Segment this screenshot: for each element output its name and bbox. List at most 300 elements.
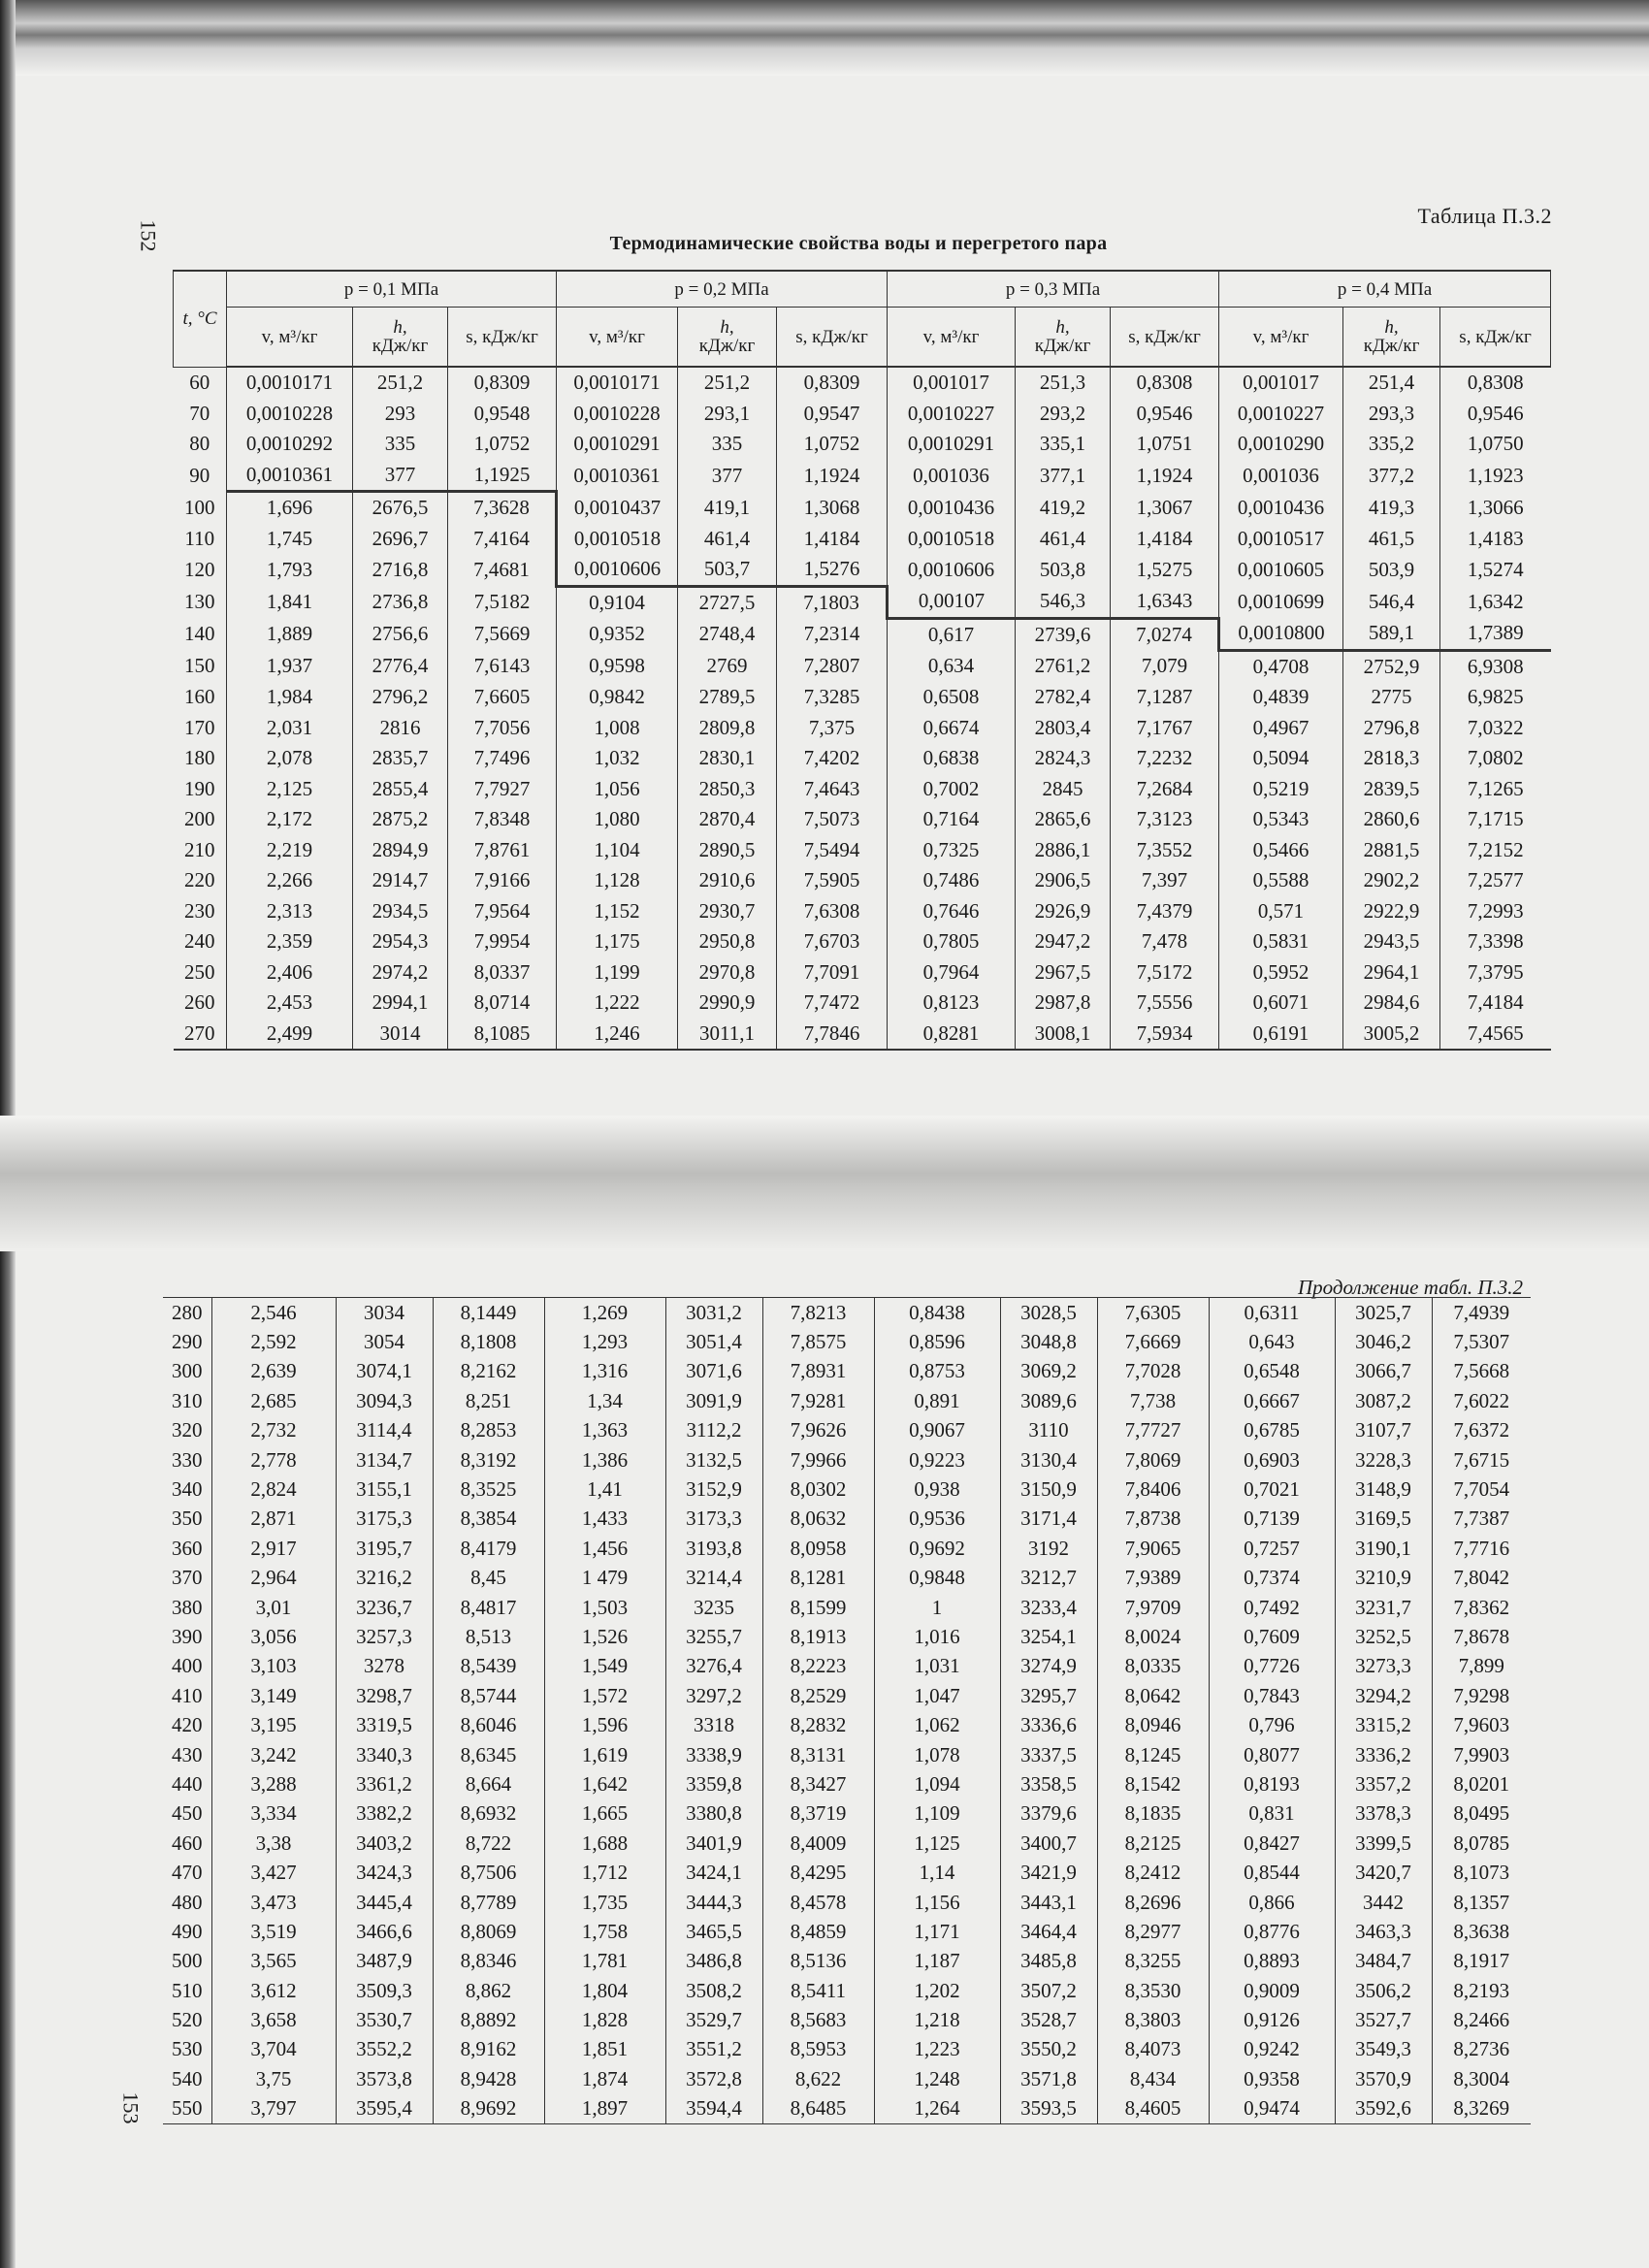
value-cell: 2926,9: [1016, 896, 1111, 927]
h-symbol: h,: [1384, 317, 1399, 338]
value-cell: 7,9966: [762, 1445, 874, 1474]
value-cell: 0,0010518: [888, 524, 1016, 555]
value-cell: 3054: [336, 1327, 433, 1356]
value-cell: 1,187: [874, 1947, 1000, 1976]
table-row: [163, 1474, 1531, 1504]
value-cell: 0,0010436: [888, 492, 1016, 524]
v-column-header: v, м³/кг: [1219, 308, 1343, 368]
temperature-cell: 60: [174, 367, 227, 399]
value-cell: 0,7002: [888, 774, 1016, 805]
value-cell: 7,1287: [1111, 682, 1219, 713]
temperature-cell: 310: [172, 1388, 203, 1412]
value-cell: 2739,6: [1016, 618, 1111, 650]
value-cell: 7,5556: [1111, 988, 1219, 1019]
value-cell: 3420,7: [1335, 1858, 1432, 1887]
value-cell: 2890,5: [678, 835, 777, 866]
value-cell: 3403,2: [336, 1829, 433, 1858]
value-cell: 8,3269: [1432, 2094, 1531, 2124]
value-cell: 1,128: [557, 865, 678, 896]
value-cell: 0,7646: [888, 896, 1016, 927]
value-cell: 7,2807: [777, 650, 888, 682]
value-cell: 8,0495: [1432, 1799, 1531, 1829]
value-cell: 0,6674: [888, 713, 1016, 744]
value-cell: 0,6191: [1219, 1019, 1343, 1051]
temperature-cell: 510: [172, 1978, 203, 2002]
value-cell: 0,0010227: [1219, 399, 1343, 430]
value-cell: 0,9358: [1209, 2064, 1335, 2093]
value-cell: 7,1265: [1440, 774, 1551, 805]
value-cell: 7,8738: [1097, 1505, 1209, 1534]
value-cell: 8,0024: [1097, 1622, 1209, 1651]
value-cell: 7,5073: [777, 804, 888, 835]
value-cell: 419,3: [1343, 492, 1440, 524]
value-cell: 3190,1: [1335, 1534, 1432, 1563]
value-cell: 0,0010361: [557, 460, 678, 492]
value-cell: 335: [353, 429, 448, 460]
v-column-header: v, м³/кг: [888, 308, 1016, 368]
value-cell: 0,8776: [1209, 1917, 1335, 1946]
value-cell: 0,0010605: [1219, 554, 1343, 586]
value-cell: 7,8348: [448, 804, 557, 835]
table-row: [174, 586, 1551, 618]
value-cell: 8,0785: [1432, 1829, 1531, 1858]
value-cell: 8,2223: [762, 1652, 874, 1681]
table-row: [163, 1976, 1531, 2005]
value-cell: 2,031: [227, 713, 353, 744]
value-cell: 3421,9: [1000, 1858, 1097, 1887]
temperature-cell: 400: [172, 1654, 203, 1678]
value-cell: 1,5274: [1440, 554, 1551, 586]
value-cell: 0,0010518: [557, 524, 678, 555]
value-cell: 1,841: [227, 586, 353, 618]
value-cell: 7,1767: [1111, 713, 1219, 744]
temperature-cell: 320: [172, 1418, 203, 1442]
value-cell: 3,473: [211, 1888, 336, 1917]
value-cell: 1,937: [227, 650, 353, 682]
value-cell: 2,219: [227, 835, 353, 866]
temperature-cell: 280: [172, 1300, 203, 1324]
value-cell: 8,3192: [433, 1445, 544, 1474]
value-cell: 2,824: [211, 1474, 336, 1504]
value-cell: 0,891: [874, 1386, 1000, 1415]
h-unit: кДж/кг: [698, 336, 756, 356]
value-cell: 8,4605: [1097, 2094, 1209, 2124]
table-row: [174, 865, 1551, 896]
value-cell: 0,8123: [888, 988, 1016, 1019]
value-cell: 7,5172: [1111, 957, 1219, 988]
value-cell: 3169,5: [1335, 1505, 1432, 1534]
value-cell: 3336,6: [1000, 1710, 1097, 1739]
value-cell: 2990,9: [678, 988, 777, 1019]
value-cell: 2676,5: [353, 492, 448, 524]
value-cell: 0,6071: [1219, 988, 1343, 1019]
value-cell: 3031,2: [665, 1298, 762, 1328]
value-cell: 8,4817: [433, 1593, 544, 1622]
value-cell: 7,8931: [762, 1357, 874, 1386]
value-cell: 1,0752: [448, 429, 557, 460]
value-cell: 2987,8: [1016, 988, 1111, 1019]
value-cell: 0,9067: [874, 1416, 1000, 1445]
value-cell: 2,078: [227, 743, 353, 774]
table-row: [163, 1593, 1531, 1622]
value-cell: 7,7716: [1432, 1534, 1531, 1563]
temperature-cell: 420: [172, 1713, 203, 1737]
value-cell: 1,874: [544, 2064, 665, 2093]
value-cell: 3529,7: [665, 2005, 762, 2034]
value-cell: 1,008: [557, 713, 678, 744]
value-cell: 3069,2: [1000, 1357, 1097, 1386]
value-cell: 3074,1: [336, 1357, 433, 1386]
value-cell: 0,9546: [1440, 399, 1551, 430]
table-row: [163, 1858, 1531, 1887]
value-cell: 2,685: [211, 1386, 336, 1415]
value-cell: 1,199: [557, 957, 678, 988]
value-cell: 3485,8: [1000, 1947, 1097, 1976]
temperature-cell: 130: [174, 586, 227, 618]
value-cell: 3,38: [211, 1829, 336, 1858]
value-cell: 2,964: [211, 1564, 336, 1593]
table-row: [174, 957, 1551, 988]
value-cell: 3,103: [211, 1652, 336, 1681]
value-cell: 3,01: [211, 1593, 336, 1622]
value-cell: 3399,5: [1335, 1829, 1432, 1858]
value-cell: 8,6345: [433, 1740, 544, 1769]
value-cell: 7,9626: [762, 1416, 874, 1445]
table-row: [174, 713, 1551, 744]
value-cell: 7,3398: [1440, 926, 1551, 957]
value-cell: 7,4939: [1432, 1298, 1531, 1328]
value-cell: 8,8346: [433, 1947, 544, 1976]
value-cell: 8,1542: [1097, 1769, 1209, 1798]
value-cell: 7,738: [1097, 1386, 1209, 1415]
value-cell: 3528,7: [1000, 2005, 1097, 2034]
value-cell: 3193,8: [665, 1534, 762, 1563]
value-cell: 3114,4: [336, 1416, 433, 1445]
value-cell: 503,9: [1343, 554, 1440, 586]
value-cell: 2994,1: [353, 988, 448, 1019]
value-cell: 3294,2: [1335, 1681, 1432, 1710]
value-cell: 1,526: [544, 1622, 665, 1651]
temperature-cell: 490: [172, 1919, 203, 1943]
value-cell: 8,1449: [433, 1298, 544, 1328]
temperature-cell: 190: [174, 774, 227, 805]
value-cell: 2881,5: [1343, 835, 1440, 866]
value-cell: 251,4: [1343, 367, 1440, 399]
value-cell: 0,9848: [874, 1564, 1000, 1593]
value-cell: 2910,6: [678, 865, 777, 896]
table-row: [174, 988, 1551, 1019]
temperature-cell: 120: [174, 554, 227, 586]
table-row: [163, 1622, 1531, 1651]
value-cell: 0,001017: [1219, 367, 1343, 399]
value-cell: 2736,8: [353, 586, 448, 618]
value-cell: 1,619: [544, 1740, 665, 1769]
value-cell: 2839,5: [1343, 774, 1440, 805]
table-row: [163, 1564, 1531, 1593]
value-cell: 0,001017: [888, 367, 1016, 399]
value-cell: 0,617: [888, 618, 1016, 650]
value-cell: 2970,8: [678, 957, 777, 988]
value-cell: 7,7927: [448, 774, 557, 805]
value-cell: 3235: [665, 1593, 762, 1622]
value-cell: 7,9298: [1432, 1681, 1531, 1710]
value-cell: 7,4379: [1111, 896, 1219, 927]
table-title: Термодинамические свойства воды и перегретого пара: [609, 233, 1108, 254]
value-cell: 3486,8: [665, 1947, 762, 1976]
value-cell: 3445,4: [336, 1888, 433, 1917]
value-cell: 3550,2: [1000, 2035, 1097, 2064]
value-cell: 1,3066: [1440, 492, 1551, 524]
value-cell: 0,4708: [1219, 650, 1343, 682]
value-cell: 8,4295: [762, 1858, 874, 1887]
value-cell: 7,6305: [1097, 1298, 1209, 1328]
value-cell: 7,9603: [1432, 1710, 1531, 1739]
value-cell: 2,406: [227, 957, 353, 988]
s-column-header: s, кДж/кг: [1111, 308, 1219, 368]
value-cell: 2,125: [227, 774, 353, 805]
value-cell: 3233,4: [1000, 1593, 1097, 1622]
h-symbol: h,: [1055, 317, 1070, 338]
value-cell: 293,2: [1016, 399, 1111, 430]
s-column-header: s, кДж/кг: [448, 308, 557, 368]
value-cell: 8,2466: [1432, 2005, 1531, 2034]
value-cell: 1,851: [544, 2035, 665, 2064]
value-cell: 3155,1: [336, 1474, 433, 1504]
value-cell: 8,5411: [762, 1976, 874, 2005]
value-cell: 3571,8: [1000, 2064, 1097, 2093]
value-cell: 8,0632: [762, 1505, 874, 1534]
value-cell: 7,6703: [777, 926, 888, 957]
value-cell: 3443,1: [1000, 1888, 1097, 1917]
value-cell: 1,4184: [777, 524, 888, 555]
value-cell: 7,5494: [777, 835, 888, 866]
value-cell: 461,4: [678, 524, 777, 555]
value-cell: 8,0302: [762, 1474, 874, 1504]
value-cell: 377: [353, 460, 448, 492]
temperature-cell: 360: [172, 1536, 203, 1560]
value-cell: 7,8678: [1432, 1622, 1531, 1651]
value-cell: 2,453: [227, 988, 353, 1019]
value-cell: 377: [678, 460, 777, 492]
value-cell: 2,639: [211, 1357, 336, 1386]
value-cell: 0,5094: [1219, 743, 1343, 774]
value-cell: 2947,2: [1016, 926, 1111, 957]
value-cell: 7,8069: [1097, 1445, 1209, 1474]
temperature-cell: 410: [172, 1683, 203, 1707]
value-cell: 3212,7: [1000, 1564, 1097, 1593]
value-cell: 3,288: [211, 1769, 336, 1798]
properties-table-continued: [163, 1297, 1531, 2124]
temperature-cell: 390: [172, 1624, 203, 1648]
value-cell: 3005,2: [1343, 1019, 1440, 1051]
value-cell: 3171,4: [1000, 1505, 1097, 1534]
value-cell: 419,1: [678, 492, 777, 524]
value-cell: 1,152: [557, 896, 678, 927]
table-row: [163, 1888, 1531, 1917]
value-cell: 0,634: [888, 650, 1016, 682]
value-cell: 7,6605: [448, 682, 557, 713]
value-cell: 3216,2: [336, 1564, 433, 1593]
page-number-bottom: 153: [118, 2091, 144, 2124]
value-cell: 8,1917: [1432, 1947, 1531, 1976]
value-cell: 8,1085: [448, 1019, 557, 1051]
value-cell: 8,3803: [1097, 2005, 1209, 2034]
value-cell: 3112,2: [665, 1416, 762, 1445]
value-cell: 0,0010800: [1219, 618, 1343, 650]
value-cell: 3,195: [211, 1710, 336, 1739]
value-cell: 0,9692: [874, 1534, 1000, 1563]
value-cell: 0,001036: [888, 460, 1016, 492]
value-cell: 2974,2: [353, 957, 448, 988]
value-cell: 7,4184: [1440, 988, 1551, 1019]
temperature-cell: 530: [172, 2037, 203, 2061]
v-column-header: v, м³/кг: [557, 308, 678, 368]
value-cell: 8,2696: [1097, 1888, 1209, 1917]
value-cell: 0,9536: [874, 1505, 1000, 1534]
value-cell: 0,7843: [1209, 1681, 1335, 1710]
h-unit: кДж/кг: [1034, 336, 1091, 356]
value-cell: 3337,5: [1000, 1740, 1097, 1769]
value-cell: 0,6548: [1209, 1357, 1335, 1386]
value-cell: 2,778: [211, 1445, 336, 1474]
temperature-cell: 350: [172, 1507, 203, 1531]
table-row: [174, 399, 1551, 430]
value-cell: 8,4009: [762, 1829, 874, 1858]
temperature-cell: 230: [174, 896, 227, 927]
temperature-cell: 380: [172, 1595, 203, 1619]
value-cell: 1,080: [557, 804, 678, 835]
value-cell: 8,0337: [448, 957, 557, 988]
value-cell: 8,3131: [762, 1740, 874, 1769]
value-cell: 3087,2: [1335, 1386, 1432, 1415]
value-cell: 0,7805: [888, 926, 1016, 957]
value-cell: 7,2314: [777, 618, 888, 650]
value-cell: 7,7496: [448, 743, 557, 774]
temperature-cell: 80: [174, 429, 227, 460]
value-cell: 3551,2: [665, 2035, 762, 2064]
value-cell: 0,6903: [1209, 1445, 1335, 1474]
value-cell: 7,8406: [1097, 1474, 1209, 1504]
value-cell: 3,565: [211, 1947, 336, 1976]
value-cell: 8,434: [1097, 2064, 1209, 2093]
value-cell: 0,8308: [1111, 367, 1219, 399]
h-symbol: h,: [720, 317, 734, 338]
value-cell: 1,202: [874, 1976, 1000, 2005]
value-cell: 8,8892: [433, 2005, 544, 2034]
continuation-label: Продолжение табл. П.3.2: [1298, 1276, 1523, 1299]
value-cell: 1,078: [874, 1740, 1000, 1769]
value-cell: 3573,8: [336, 2064, 433, 2093]
value-cell: 3506,2: [1335, 1976, 1432, 2005]
value-cell: 1,062: [874, 1710, 1000, 1739]
value-cell: 0,00107: [888, 586, 1016, 618]
value-cell: 1: [874, 1593, 1000, 1622]
table-row: [163, 1740, 1531, 1769]
value-cell: 2845: [1016, 774, 1111, 805]
value-cell: 0,8893: [1209, 1947, 1335, 1976]
temperature-cell: 500: [172, 1949, 203, 1973]
value-cell: 3236,7: [336, 1593, 433, 1622]
value-cell: 7,8213: [762, 1298, 874, 1328]
temperature-cell: 430: [172, 1742, 203, 1766]
value-cell: 3089,6: [1000, 1386, 1097, 1415]
value-cell: 0,0010606: [888, 554, 1016, 586]
value-cell: 3134,7: [336, 1445, 433, 1474]
value-cell: 1,3067: [1111, 492, 1219, 524]
properties-table-top: [173, 270, 1551, 1051]
value-cell: 0,831: [1209, 1799, 1335, 1829]
value-cell: 7,2993: [1440, 896, 1551, 927]
table-row: [174, 804, 1551, 835]
value-cell: 8,3530: [1097, 1976, 1209, 2005]
value-cell: 7,9166: [448, 865, 557, 896]
value-cell: 0,0010437: [557, 492, 678, 524]
value-cell: 335,2: [1343, 429, 1440, 460]
temperature-cell: 520: [172, 2008, 203, 2032]
pressure-header-1: p = 0,1 МПа: [227, 271, 557, 308]
value-cell: 8,2736: [1432, 2035, 1531, 2064]
value-cell: 7,6669: [1097, 1327, 1209, 1356]
value-cell: 7,9389: [1097, 1564, 1209, 1593]
value-cell: 2,266: [227, 865, 353, 896]
value-cell: 8,5439: [433, 1652, 544, 1681]
temperature-cell: 330: [172, 1447, 203, 1472]
value-cell: 3066,7: [1335, 1357, 1432, 1386]
s-column-header: s, кДж/кг: [777, 308, 888, 368]
table-row: [163, 1681, 1531, 1710]
value-cell: 1,433: [544, 1505, 665, 1534]
value-cell: 1,596: [544, 1710, 665, 1739]
value-cell: 377,1: [1016, 460, 1111, 492]
value-cell: 1,6343: [1111, 586, 1219, 618]
table-row: [174, 524, 1551, 555]
value-cell: 2860,6: [1343, 804, 1440, 835]
table-row: [163, 1917, 1531, 1946]
value-cell: 3276,4: [665, 1652, 762, 1681]
value-cell: 589,1: [1343, 618, 1440, 650]
value-cell: 0,8753: [874, 1357, 1000, 1386]
value-cell: 0,0010171: [557, 367, 678, 399]
temperature-cell: 450: [172, 1801, 203, 1826]
value-cell: 7,4202: [777, 743, 888, 774]
value-cell: 7,3795: [1440, 957, 1551, 988]
temperature-cell: 210: [174, 835, 227, 866]
value-cell: 0,9548: [448, 399, 557, 430]
value-cell: 2818,3: [1343, 743, 1440, 774]
value-cell: 3046,2: [1335, 1327, 1432, 1356]
value-cell: 293,3: [1343, 399, 1440, 430]
value-cell: 7,0322: [1440, 713, 1551, 744]
value-cell: 7,7472: [777, 988, 888, 1019]
value-cell: 1,549: [544, 1652, 665, 1681]
table-row: [174, 367, 1551, 399]
value-cell: 3527,7: [1335, 2005, 1432, 2034]
value-cell: 7,397: [1111, 865, 1219, 896]
value-cell: 7,7091: [777, 957, 888, 988]
temperature-cell: 340: [172, 1477, 203, 1502]
value-cell: 7,8575: [762, 1327, 874, 1356]
temperature-cell: 140: [174, 618, 227, 650]
value-cell: 1,503: [544, 1593, 665, 1622]
value-cell: 1,7389: [1440, 618, 1551, 650]
value-cell: 7,9564: [448, 896, 557, 927]
temperature-cell: 90: [174, 460, 227, 492]
value-cell: 2934,5: [353, 896, 448, 927]
value-cell: 546,4: [1343, 586, 1440, 618]
value-cell: 8,9162: [433, 2035, 544, 2064]
h-column-header: [678, 308, 777, 368]
value-cell: 0,7325: [888, 835, 1016, 866]
